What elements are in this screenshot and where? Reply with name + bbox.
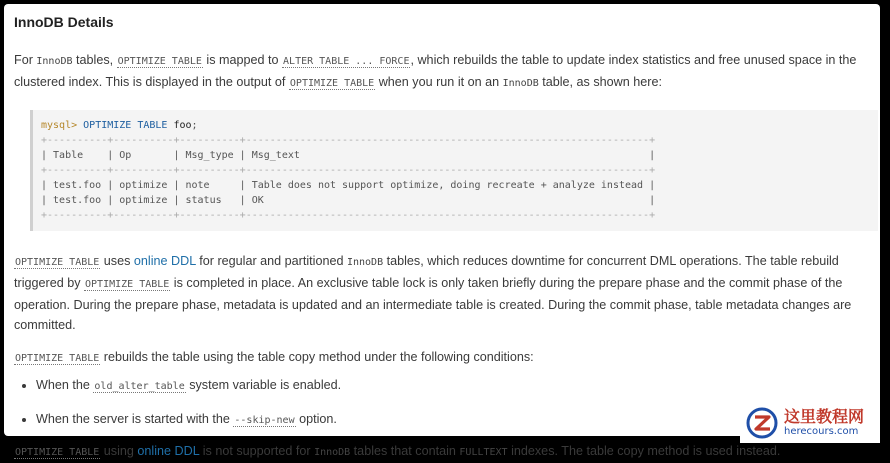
- text: rebuilds the table using the table copy method under the following conditions:: [100, 350, 534, 364]
- text: For: [14, 53, 37, 67]
- result-table-header: | Table | Op | Msg_type | Msg_text |: [41, 150, 656, 161]
- code-link-optimize-table[interactable]: OPTIMIZE TABLE: [117, 56, 202, 67]
- text: , which rebuilds the table to update index statistics and free unused space in the clustered index. This is displayed in the output of: [14, 53, 857, 89]
- inline-code: InnoDB: [502, 78, 539, 89]
- watermark-title: 这里教程网: [784, 407, 865, 426]
- code-link-optimize-table[interactable]: OPTIMIZE TABLE: [15, 353, 100, 364]
- paragraph-fulltext: [14, 441, 870, 463]
- table-border-line: +----------+----------+----------+-------------------------------------------------------------------+: [41, 135, 656, 146]
- paragraph-intro: [14, 50, 870, 94]
- inline-code: FULLTEXT: [459, 447, 508, 458]
- text: is completed in place. An exclusive table lock is only taken briefly during the prepare phase and the commit phase of the operation. During the prepare phase, metadata is updated and an intermediate table is created. During the commit phase, table metadata changes are committed.: [14, 276, 852, 332]
- code-semicolon: ;: [191, 120, 198, 131]
- watermark-logo-icon: [746, 407, 778, 439]
- code-link-optimize-table[interactable]: OPTIMIZE TABLE: [289, 78, 375, 89]
- result-table-row: | test.foo | optimize | note | Table does not support optimize, doing recreate + analyze instead |: [41, 180, 656, 191]
- paragraph-table-copy: [14, 347, 870, 369]
- text: uses: [100, 254, 134, 268]
- text: tables, which reduces downtime for concurrent DML operations. The table rebuild triggered by: [14, 254, 839, 290]
- text: is not supported for: [199, 444, 315, 458]
- text: is mapped to: [202, 53, 283, 67]
- code-identifier: foo: [167, 120, 192, 131]
- link-online-ddl[interactable]: online DDL: [137, 444, 200, 458]
- table-border-line: +----------+----------+----------+-------------------------------------------------------------------+: [41, 210, 656, 221]
- code-link-optimize-table[interactable]: OPTIMIZE TABLE: [15, 257, 100, 268]
- text: for regular and partitioned: [195, 254, 347, 268]
- list-item: [36, 375, 870, 397]
- code-link-optimize-table[interactable]: OPTIMIZE TABLE: [85, 279, 170, 290]
- text: system variable is enabled.: [185, 378, 342, 392]
- text: table, as shown here:: [538, 75, 662, 89]
- code-example-block: [30, 110, 878, 231]
- text: when you run it on an: [375, 75, 503, 89]
- text: When the server is started with the: [36, 412, 234, 426]
- text: tables,: [72, 53, 117, 67]
- text: indexes. The table copy method is used instead.: [507, 444, 781, 458]
- table-border-line: +----------+----------+----------+-------------------------------------------------------------------+: [41, 165, 656, 176]
- document-section: [4, 4, 880, 458]
- watermark-url: herecours.com: [784, 426, 859, 437]
- text: using: [100, 444, 138, 458]
- result-table-row: | test.foo | optimize | status | OK |: [41, 195, 656, 206]
- code-keyword: OPTIMIZE TABLE: [83, 120, 168, 131]
- code-link-skip-new[interactable]: --skip-new: [234, 415, 295, 426]
- inline-code: InnoDB: [314, 447, 351, 458]
- text: tables that contain: [350, 444, 460, 458]
- code-link-old-alter-table[interactable]: old_alter_table: [94, 381, 185, 392]
- text: When the: [36, 378, 94, 392]
- inline-code: InnoDB: [346, 257, 384, 268]
- text: option.: [295, 412, 337, 426]
- code-prompt: mysql>: [41, 120, 84, 131]
- link-online-ddl[interactable]: online DDL: [133, 254, 196, 268]
- inline-code: InnoDB: [36, 56, 73, 67]
- section-heading: InnoDB Details: [14, 14, 114, 30]
- code-link-alter-table-force[interactable]: ALTER TABLE ... FORCE: [283, 56, 410, 67]
- code-link-optimize-table[interactable]: OPTIMIZE TABLE: [15, 447, 100, 458]
- site-watermark: [740, 403, 880, 443]
- paragraph-online-ddl: [14, 251, 870, 335]
